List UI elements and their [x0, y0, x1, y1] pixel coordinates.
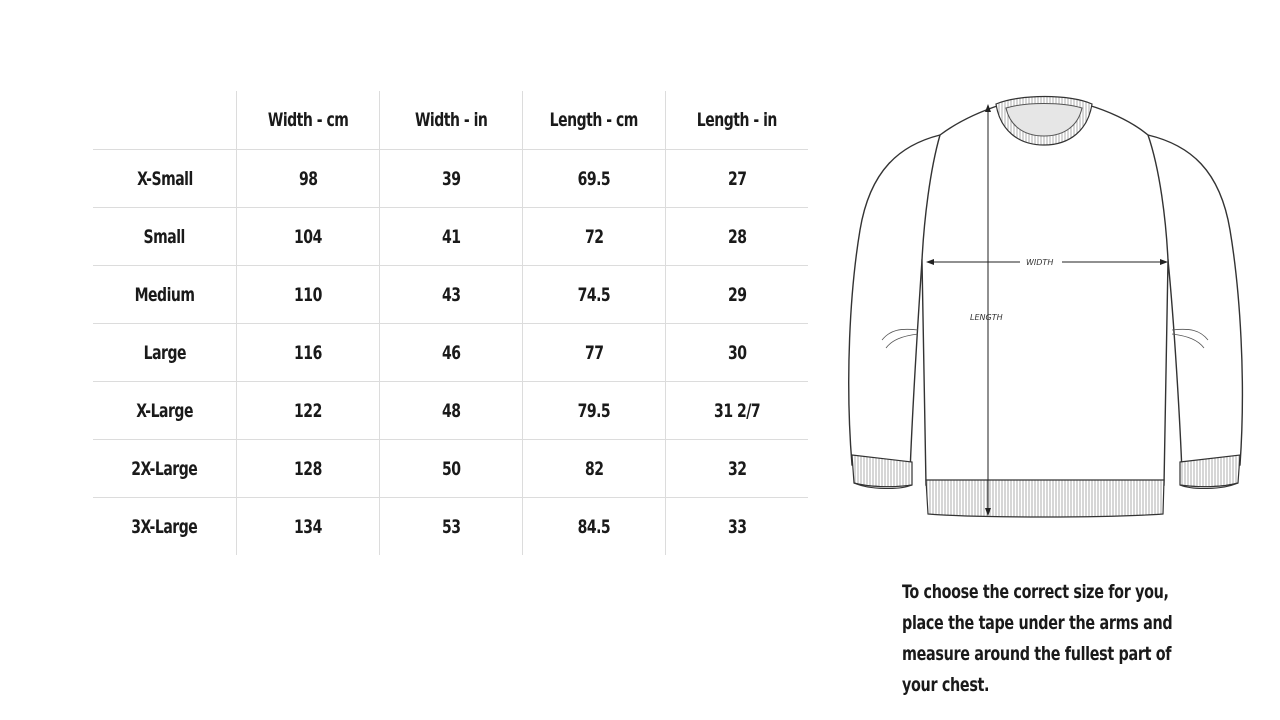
table-cell — [522, 207, 665, 265]
measurement-value: 77 — [584, 341, 604, 364]
size-chart-grid — [93, 91, 808, 555]
table-cell — [665, 439, 808, 497]
measurement-value: 98 — [298, 167, 318, 190]
measurement-value: 53 — [441, 515, 461, 538]
table-cell — [522, 497, 665, 555]
table-cell — [522, 381, 665, 439]
measurement-value: 46 — [441, 341, 461, 364]
measurement-value: 39 — [441, 167, 461, 190]
size-name: 3X-Large — [131, 515, 198, 538]
header-cell-width-cm — [236, 91, 379, 149]
measurement-value: 33 — [727, 515, 747, 538]
table-cell — [236, 497, 379, 555]
measurement-value: 122 — [294, 399, 322, 422]
column-header: Length - cm — [549, 109, 639, 131]
note-line-2: place the tape under the arms and — [902, 612, 1173, 634]
measurement-value: 30 — [727, 341, 747, 364]
measurement-value: 128 — [294, 457, 322, 480]
table-cell — [236, 207, 379, 265]
row-size-label — [93, 497, 236, 555]
table-cell — [379, 439, 522, 497]
measurement-value: 104 — [294, 225, 322, 248]
measurement-value: 84.5 — [577, 515, 611, 538]
measurement-value: 48 — [441, 399, 461, 422]
row-size-label — [93, 207, 236, 265]
table-cell — [665, 381, 808, 439]
measurement-value: 72 — [584, 225, 604, 248]
table-cell — [665, 207, 808, 265]
size-chart-table — [93, 91, 808, 555]
table-cell — [665, 497, 808, 555]
measurement-value: 43 — [441, 283, 461, 306]
sweater-diagram — [830, 90, 1260, 530]
measurement-note — [902, 577, 1173, 701]
measurement-value: 116 — [294, 341, 322, 364]
header-cell-length-in — [665, 91, 808, 149]
table-cell — [236, 149, 379, 207]
width-label: WIDTH — [1026, 258, 1054, 267]
row-size-label — [93, 265, 236, 323]
measurement-value: 134 — [294, 515, 322, 538]
size-name: Small — [143, 225, 186, 248]
size-name: Large — [143, 341, 186, 364]
table-cell — [522, 265, 665, 323]
measurement-value: 69.5 — [577, 167, 611, 190]
table-cell — [522, 439, 665, 497]
table-cell — [379, 149, 522, 207]
measurement-value: 29 — [727, 283, 747, 306]
measurement-value: 32 — [727, 457, 747, 480]
table-cell — [665, 265, 808, 323]
table-cell — [522, 323, 665, 381]
table-cell — [236, 381, 379, 439]
measurement-value: 110 — [294, 283, 322, 306]
measurement-value: 28 — [727, 225, 747, 248]
measurement-value: 79.5 — [577, 399, 611, 422]
length-label: LENGTH — [970, 313, 1003, 322]
note-line-3: measure around the fullest part of — [902, 643, 1172, 665]
note-line-1: To choose the correct size for you, — [902, 581, 1169, 603]
row-size-label — [93, 439, 236, 497]
table-cell — [379, 323, 522, 381]
table-cell — [665, 323, 808, 381]
table-cell — [236, 265, 379, 323]
column-header: Length - in — [696, 109, 778, 131]
table-cell — [379, 207, 522, 265]
header-cell-length-cm — [522, 91, 665, 149]
row-size-label — [93, 149, 236, 207]
header-cell-corner — [93, 91, 236, 149]
row-size-label — [93, 381, 236, 439]
measurement-value: 31 2/7 — [713, 399, 761, 422]
table-cell — [236, 323, 379, 381]
table-cell — [236, 439, 379, 497]
table-cell — [379, 265, 522, 323]
size-name: 2X-Large — [131, 457, 198, 480]
size-name: X-Large — [136, 399, 193, 422]
sweater-body — [922, 105, 1168, 485]
column-header: Width - cm — [267, 109, 349, 131]
table-cell — [379, 381, 522, 439]
table-cell — [522, 149, 665, 207]
table-cell — [665, 149, 808, 207]
table-cell — [379, 497, 522, 555]
measurement-value: 41 — [441, 225, 461, 248]
size-name: X-Small — [136, 167, 193, 190]
size-name: Medium — [134, 283, 195, 306]
row-size-label — [93, 323, 236, 381]
measurement-value: 27 — [727, 167, 747, 190]
measurement-value: 50 — [441, 457, 461, 480]
header-cell-width-in — [379, 91, 522, 149]
measurement-value: 74.5 — [577, 283, 611, 306]
column-header: Width - in — [414, 109, 488, 131]
note-line-4: your chest. — [902, 674, 990, 696]
waist-rib — [926, 480, 1164, 517]
measurement-value: 82 — [584, 457, 604, 480]
